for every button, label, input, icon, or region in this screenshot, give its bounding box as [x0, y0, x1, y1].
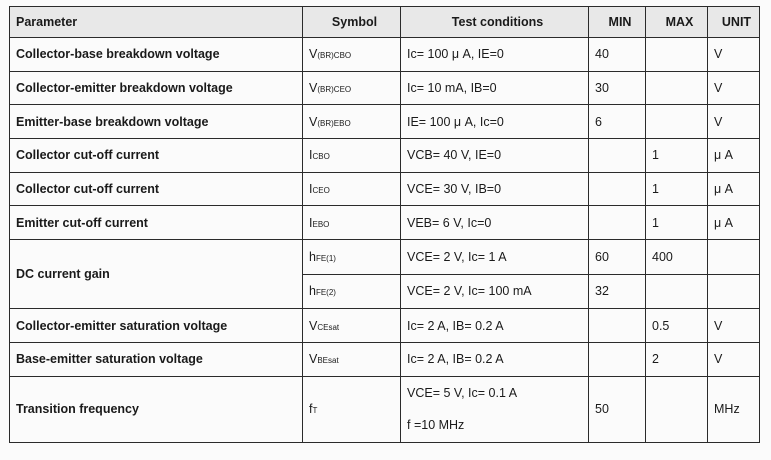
min-cell: 6	[589, 105, 646, 139]
max-cell	[646, 71, 708, 105]
symbol-main: V	[309, 114, 318, 129]
table-row	[10, 138, 760, 172]
symbol-subscript: CEsat	[317, 322, 340, 332]
table-row	[10, 38, 760, 72]
symbol-subscript: BEsat	[317, 356, 339, 366]
table-header-row	[10, 7, 760, 38]
min-cell: 60	[589, 239, 646, 274]
max-cell: 1	[646, 138, 708, 172]
symbol-cell	[303, 38, 401, 72]
symbol-cell	[303, 138, 401, 172]
symbol-cell	[303, 239, 401, 274]
unit-cell: V	[708, 342, 760, 376]
symbol-subscript: FE(2)	[315, 288, 336, 298]
param-cell: Transition frequency	[10, 376, 303, 442]
max-cell: 2	[646, 342, 708, 376]
unit-cell: V	[708, 71, 760, 105]
unit-cell: μ A	[708, 138, 760, 172]
symbol-subscript: T	[312, 406, 318, 416]
symbol-main: f	[309, 402, 313, 417]
max-cell	[646, 105, 708, 139]
max-cell	[646, 376, 708, 442]
unit-cell	[708, 239, 760, 274]
symbol-main: h	[309, 249, 316, 264]
max-cell	[646, 38, 708, 72]
unit-cell	[708, 274, 760, 309]
test-cell: Ic= 2 A, IB= 0.2 A	[401, 342, 589, 376]
test-cell: VCE= 30 V, IB=0	[401, 172, 589, 206]
param-cell: Emitter cut-off current	[10, 206, 303, 240]
test-cell: IE= 100 μ A, Ic=0	[401, 105, 589, 139]
symbol-main: V	[309, 352, 318, 367]
symbol-subscript: CEO	[312, 185, 330, 195]
header-parameter: Parameter	[10, 7, 303, 38]
unit-cell: MHz	[708, 376, 760, 442]
symbol-subscript: EBO	[312, 219, 330, 229]
param-cell: Collector cut-off current	[10, 138, 303, 172]
symbol-cell	[303, 206, 401, 240]
unit-cell: V	[708, 105, 760, 139]
test-line-2: f =10 MHz	[407, 418, 465, 433]
symbol-main: V	[309, 318, 318, 333]
symbol-main: V	[309, 47, 318, 62]
min-cell	[589, 309, 646, 343]
test-cell	[401, 376, 589, 442]
min-cell	[589, 342, 646, 376]
param-cell: Collector-base breakdown voltage	[10, 38, 303, 72]
symbol-main: I	[309, 148, 313, 163]
header-min: MIN	[589, 7, 646, 38]
min-cell: 30	[589, 71, 646, 105]
max-cell	[646, 274, 708, 309]
table-row	[10, 206, 760, 240]
symbol-cell	[303, 342, 401, 376]
symbol-subscript: CBO	[312, 152, 330, 162]
param-cell: Collector-emitter saturation voltage	[10, 309, 303, 343]
symbol-cell	[303, 309, 401, 343]
table-row	[10, 172, 760, 206]
symbol-subscript: (BR)CEO	[317, 84, 352, 94]
symbol-main: V	[309, 80, 318, 95]
symbol-cell	[303, 376, 401, 442]
min-cell	[589, 138, 646, 172]
test-cell: VCB= 40 V, IE=0	[401, 138, 589, 172]
test-cell: Ic= 10 mA, IB=0	[401, 71, 589, 105]
min-cell: 50	[589, 376, 646, 442]
header-max: MAX	[646, 7, 708, 38]
min-cell: 40	[589, 38, 646, 72]
param-cell: Collector-emitter breakdown voltage	[10, 71, 303, 105]
max-cell: 1	[646, 206, 708, 240]
header-unit: UNIT	[708, 7, 760, 38]
param-cell: DC current gain	[10, 239, 303, 308]
table-row	[10, 309, 760, 343]
symbol-cell	[303, 71, 401, 105]
symbol-cell	[303, 105, 401, 139]
table-row	[10, 342, 760, 376]
max-cell: 400	[646, 239, 708, 274]
unit-cell: μ A	[708, 172, 760, 206]
test-cell: Ic= 2 A, IB= 0.2 A	[401, 309, 589, 343]
test-line-1: VCE= 5 V, Ic= 0.1 A	[407, 386, 518, 401]
header-symbol: Symbol	[303, 7, 401, 38]
table-row	[10, 71, 760, 105]
symbol-subscript: (BR)EBO	[317, 118, 351, 128]
unit-cell: V	[708, 309, 760, 343]
test-cell: VEB= 6 V, Ic=0	[401, 206, 589, 240]
param-cell: Collector cut-off current	[10, 172, 303, 206]
param-cell: Emitter-base breakdown voltage	[10, 105, 303, 139]
param-cell: Base-emitter saturation voltage	[10, 342, 303, 376]
max-cell: 1	[646, 172, 708, 206]
symbol-main: I	[309, 215, 313, 230]
header-test-conditions: Test conditions	[401, 7, 589, 38]
min-cell	[589, 172, 646, 206]
table-row	[10, 239, 760, 274]
symbol-subscript: (BR)CBO	[317, 51, 352, 61]
electrical-characteristics-table	[9, 6, 760, 443]
test-cell: Ic= 100 μ A, IE=0	[401, 38, 589, 72]
symbol-cell	[303, 172, 401, 206]
table-row	[10, 376, 760, 442]
symbol-cell	[303, 274, 401, 309]
symbol-main: I	[309, 181, 313, 196]
max-cell: 0.5	[646, 309, 708, 343]
min-cell	[589, 206, 646, 240]
unit-cell: μ A	[708, 206, 760, 240]
min-cell: 32	[589, 274, 646, 309]
symbol-main: h	[309, 284, 316, 299]
test-cell: VCE= 2 V, Ic= 1 A	[401, 239, 589, 274]
unit-cell: V	[708, 38, 760, 72]
test-cell: VCE= 2 V, Ic= 100 mA	[401, 274, 589, 309]
symbol-subscript: FE(1)	[315, 253, 336, 263]
table-row	[10, 105, 760, 139]
